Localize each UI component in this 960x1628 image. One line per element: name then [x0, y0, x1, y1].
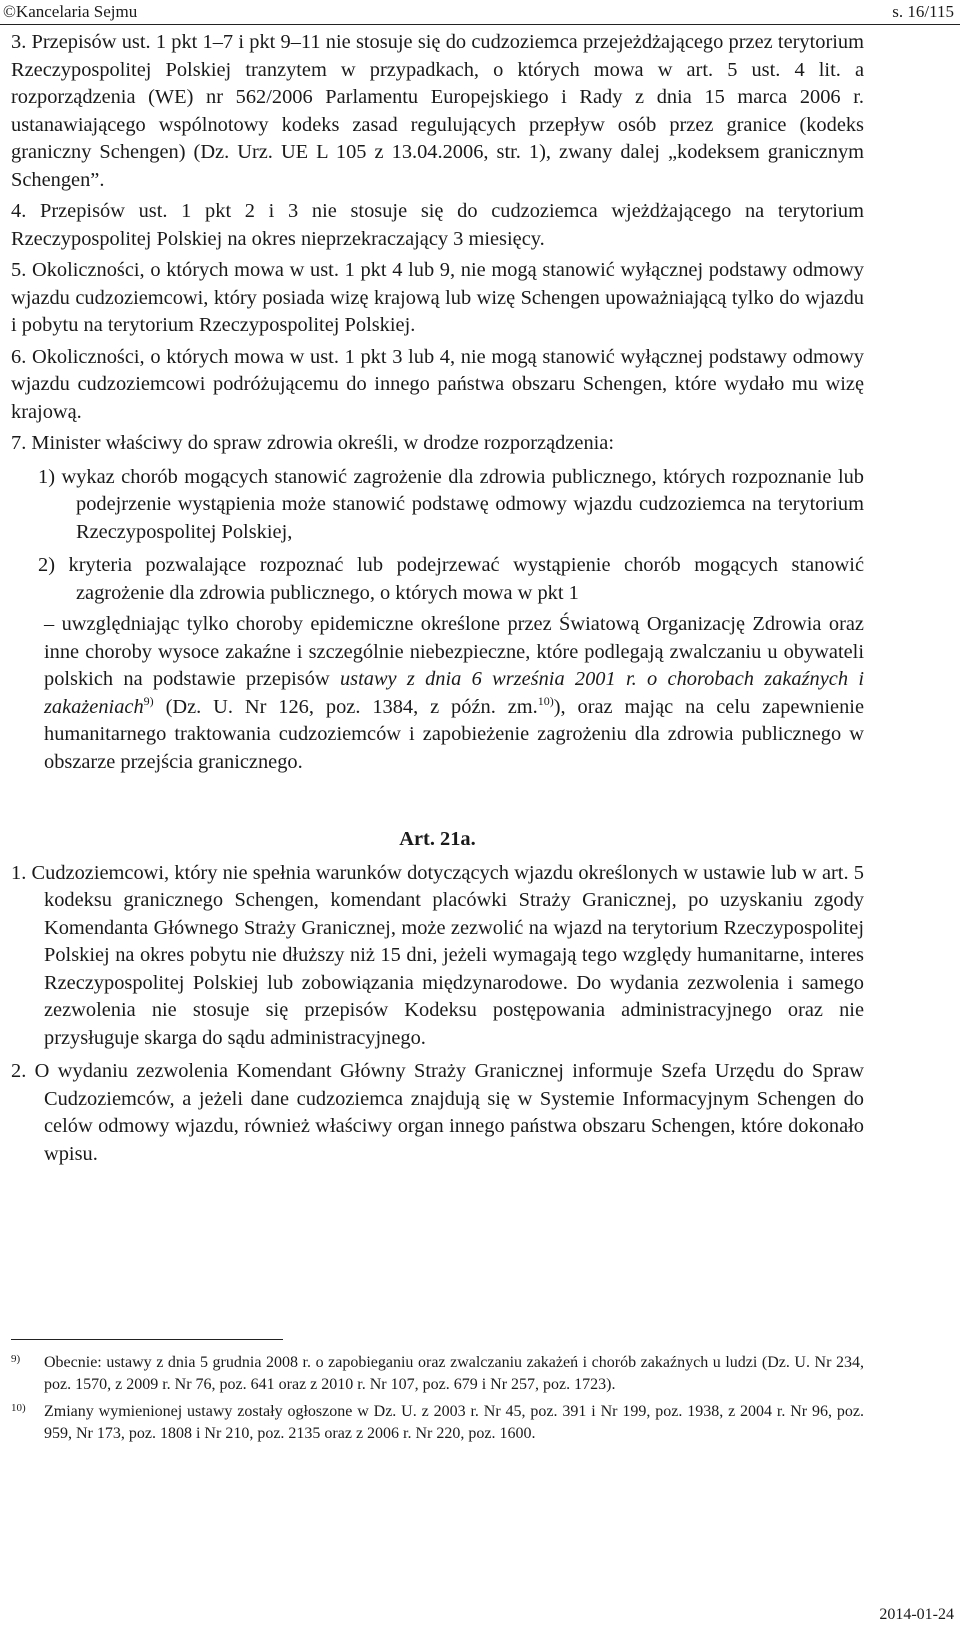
paragraph-7: 7. Minister właściwy do spraw zdrowia określi, w drodze rozporządzenia: — [11, 432, 615, 454]
list — [11, 464, 864, 608]
footnote-ref-9[interactable]: 9) — [143, 693, 154, 708]
footnote-text: Zmiany wymienionej ustawy zostały ogłoszone w Dz. U. z 2003 r. Nr 45, poz. 391 i Nr 199, poz. 1938, z 2004 r. Nr 96, poz. 959, Nr 173, poz. 1808 i Nr 210, poz. 2135 oraz z 2006 r. Nr 220, poz. 1600. — [44, 1403, 864, 1442]
document-date: 2014-01-24 — [879, 1606, 954, 1623]
list-item-1: 1) wykaz chorób mogących stanowić zagrożenie dla zdrowia publicznego, których rozpoznanie lub podejrzenie wystąpienia może stanowić podstawę odmowy wjazdu cudzoziemca na terytorium Rzeczypospolitej Polskiej, — [38, 465, 864, 543]
paragraph-4: 4. Przepisów ust. 1 pkt 2 i 3 nie stosuje się do cudzoziemca wjeżdżającego na terytorium Rzeczypospolitej Polskiej na okres nieprzekraczający 3 miesięcy. — [11, 200, 864, 250]
footnote-ref-10[interactable]: 10) — [537, 693, 554, 708]
footnotes — [11, 1352, 864, 1450]
page-header — [0, 2, 960, 26]
footnote-divider — [11, 1339, 283, 1340]
article-title: Art. 21a. — [399, 828, 476, 850]
footnote-10 — [11, 1401, 864, 1444]
paragraph-6: 6. Okoliczności, o których mowa w ust. 1 pkt 3 lub 4, nie mogą stanowić wyłącznej podstawy odmowy wjazdu cudzoziemcowi podróżującemu do innego państwa obszaru Schengen, które wydało mu wizę krajową. — [11, 345, 864, 423]
article-section-2: 2. O wydaniu zezwolenia Komendant Główny Straży Granicznej informuje Szefa Urzędu do Spraw Cudzoziemców, a jeżeli dane cudzoziemca znajdują się w Systemie Informacyjnym Schengen do celów odmowy wjazdu, również właściwy organ innego państwa obszaru Schengen, które dokonało wpisu. — [11, 1060, 864, 1165]
closing-clause-c: ), oraz mając na celu zapewnienie humanitarnego traktowania cudzoziemców i zapobieżenie zagrożeniu dla zdrowia publicznego w obszarze przejścia granicznego. — [44, 695, 864, 773]
footnote-text: Obecnie: ustawy z dnia 5 grudnia 2008 r. o zapobieganiu oraz zwalczaniu zakażeń i chorób zakaźnych u ludzi (Dz. U. Nr 234, poz. 1570, z 2009 r. Nr 76, poz. 641 oraz z 2010 r. Nr 107, poz. 679 i Nr 257, poz. 1723). — [44, 1354, 864, 1393]
header-source: ©Kancelaria Sejmu — [3, 2, 138, 21]
footnote-number: 9) — [11, 1353, 21, 1365]
closing-clause-b: (Dz. U. Nr 126, poz. 1384, z późn. zm. — [153, 695, 538, 718]
article-section-1: 1. Cudzoziemcowi, który nie spełnia warunków dotyczących wjazdu określonych w ustawie lub w art. 5 kodeksu granicznego Schengen, komendant placówki Straży Granicznej, po uzyskaniu zgody Komendanta Głównego Straży Granicznej, może zezwolić na wjazd na terytorium Rzeczypospolitej Polskiej na okres pobytu nie dłuższy niż 15 dni, jeżeli wymagają tego względy humanitarne, interes Rzeczypospolitej Polskiej lub zobowiązania międzynarodowe. Do wydania zezwolenia i samego zezwolenia nie stosuje się przepisów Kodeksu postępowania administracyjnego oraz nie przysługuje skarga do sądu administracyjnego. — [11, 861, 864, 1049]
page-number: s. 16/115 — [892, 2, 954, 21]
list-item-2: 2) kryteria pozwalające rozpoznać lub podejrzewać wystąpienie chorób mogących stanowić zagrożenie dla zdrowia publicznego, o których mowa w pkt 1 — [38, 554, 864, 604]
document-body — [11, 25, 864, 1168]
paragraph-5: 5. Okoliczności, o których mowa w ust. 1 pkt 4 lub 9, nie mogą stanowić wyłącznej podstawy odmowy wjazdu cudzoziemcowi, który posiada wizę krajową lub wizę Schengen upoważniającą tylko do wjazdu i pobytu na terytorium Rzeczypospolitej Polskiej. — [11, 259, 864, 336]
footnote-number: 10) — [11, 1402, 26, 1414]
closing-clause-a: – uwzględniając tylko choroby epidemiczne określone przez Światową Organizację Zdrowia oraz inne choroby wysoce zakaźne i szczególnie niebezpieczne, które podlegają zwalczaniu u obywateli polskich na podstawie przepisów — [44, 613, 864, 690]
paragraph-3: 3. Przepisów ust. 1 pkt 1–7 i pkt 9–11 nie stosuje się do cudzoziemca przejeżdżającego przez terytorium Rzeczypospolitej Polskiej tranzytem w przypadkach, o których mowa w art. 5 ust. 4 lit. a rozporządzenia (WE) nr 562/2006 Parlamentu Europejskiego i Rady z dnia 15 marca 2006 r. ustanawiającego wspólnotowy kodeks zasad regulujących przepływ osób przez granice (kodeks graniczny Schengen) (Dz. Urz. UE L 105 z 13.04.2006, str. 1), zwany dalej „kodeksem granicznym Schengen”. — [11, 31, 864, 191]
act-title: ustawy z dnia 6 września 2001 r. o chorobach zakaźnych i zakażeniach — [44, 668, 865, 718]
footnote-9 — [11, 1352, 864, 1395]
closing-clause — [11, 611, 864, 776]
